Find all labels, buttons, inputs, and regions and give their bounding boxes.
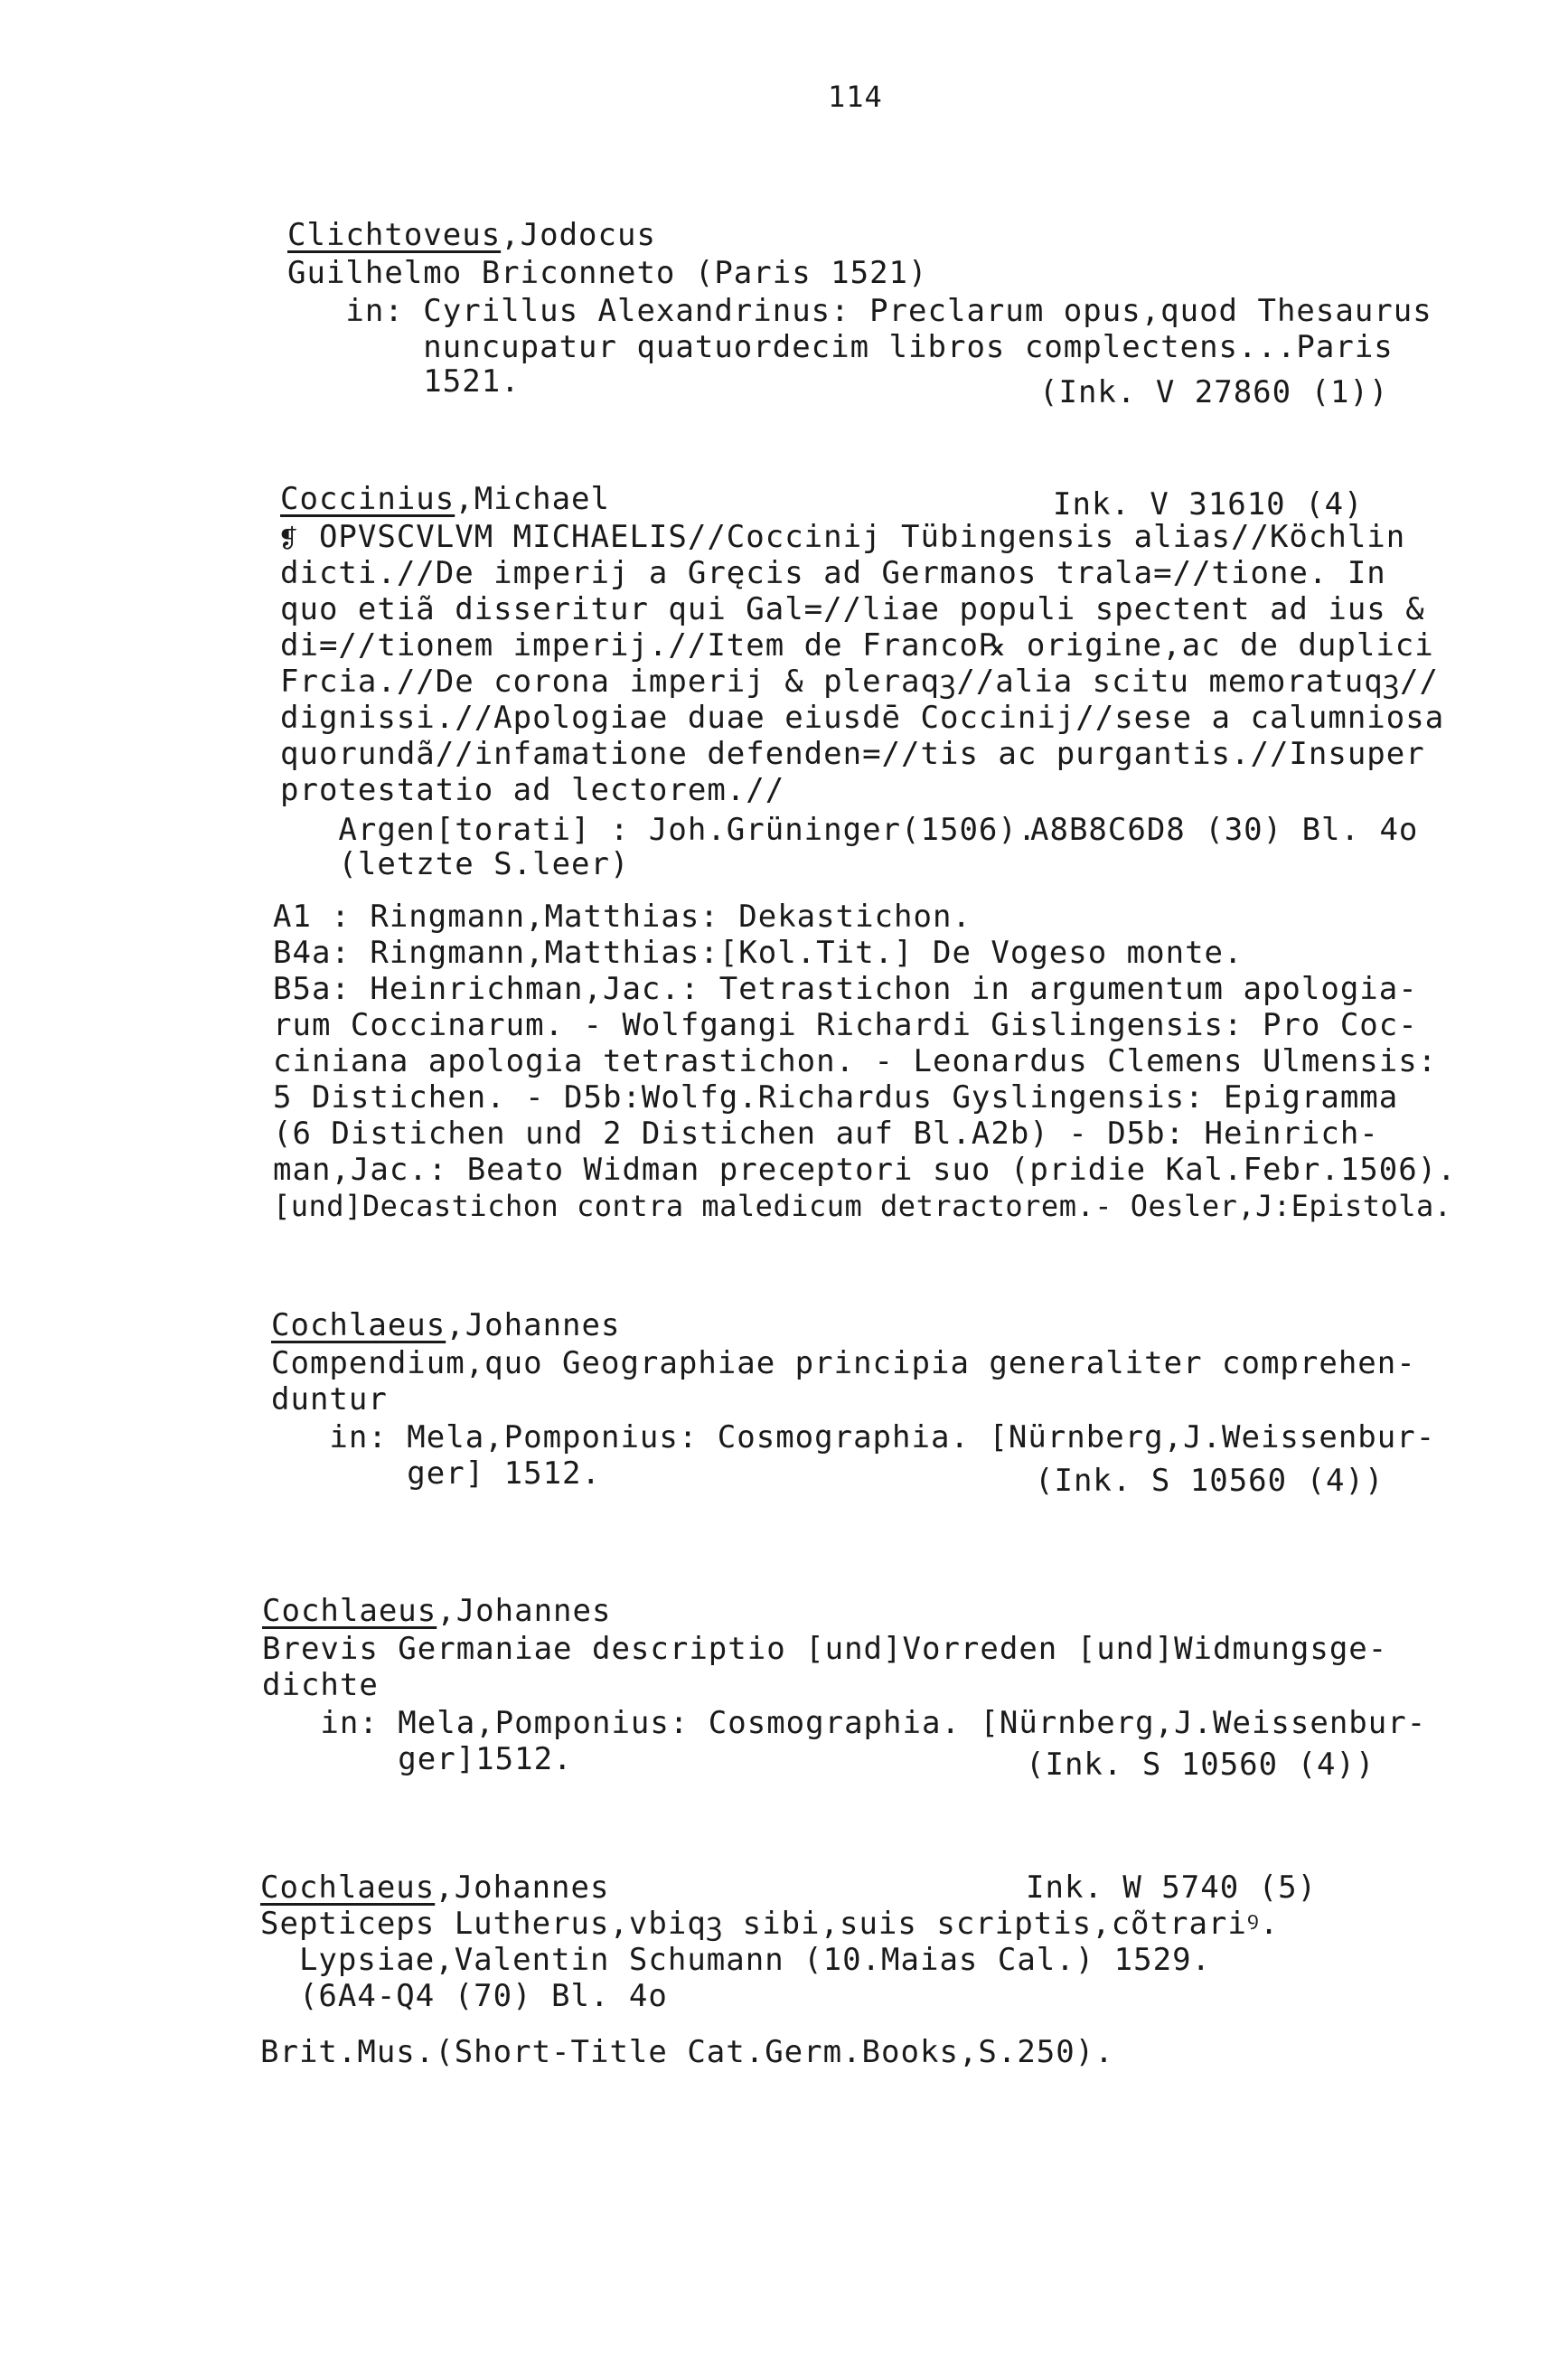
entry-line: dichte: [262, 1667, 379, 1703]
entry-line: (6 Distichen und 2 Distichen auf Bl.A2b) - D5b: Heinrich-: [273, 1116, 1379, 1152]
entry-line: 1521.: [287, 363, 521, 400]
collation: A8B8C6D8 (30) Bl. 4o: [1030, 812, 1419, 848]
entry-line: ❡ OPVSCVLVM MICHAELIS//Coccinij Tübingensis alias//Köchlin: [280, 519, 1406, 555]
shelfmark: (Ink. V 27860 (1)): [1039, 374, 1389, 410]
entry-line: Compendium,quo Geographiae principia generaliter comprehen-: [271, 1345, 1416, 1381]
shelfmark: (Ink. S 10560 (4)): [1035, 1463, 1385, 1499]
entry-line: in: Mela,Pomponius: Cosmographia. [Nürnberg,J.Weissenbur-: [262, 1705, 1427, 1741]
entry-heading: Cochlaeus,Johannes: [260, 1870, 610, 1906]
inknum: Ink. W 5740 (5): [1026, 1870, 1318, 1906]
entry-line: (6A4-Q4 (70) Bl. 4o: [260, 1978, 668, 2014]
entry-line: man,Jac.: Beato Widman preceptori suo (pridie Kal.Febr.1506).: [273, 1152, 1457, 1188]
entry-heading: Cochlaeus,Johannes: [262, 1593, 612, 1629]
entry-line: ger] 1512.: [271, 1455, 601, 1492]
entry-line: Frcia.//De corona imperij & pleraqꝫ//alia scitu memoratuqꝫ//: [280, 664, 1439, 700]
entry-line: quorundã//infamatione defenden=//tis ac purgantis.//Insuper: [280, 736, 1425, 772]
entry-line: di=//tionem imperij.//Item de Franco℞ origine,ac de duplici: [280, 627, 1434, 664]
entry-heading: Clichtoveus,Jodocus: [287, 217, 656, 253]
imprint: Argen[torati] : Joh.Grüninger(1506).: [280, 812, 1038, 848]
entry-line: dignissi.//Apologiae duae eiusdē Coccinij//sese a calumniosa: [280, 700, 1445, 736]
entry-line: in: Mela,Pomponius: Cosmographia. [Nürnberg,J.Weissenbur-: [271, 1419, 1436, 1455]
entry-line: Lypsiae,Valentin Schumann (10.Maias Cal.) 1529.: [260, 1942, 1212, 1978]
entry-line: duntur: [271, 1381, 388, 1417]
entry-heading: Cochlaeus,Johannes: [271, 1307, 621, 1343]
entry-line: (letzte S.leer): [280, 846, 630, 882]
entry-line: 5 Distichen. - D5b:Wolfg.Richardus Gyslingensis: Epigramma: [273, 1079, 1399, 1116]
entry-line: protestatio ad lectorem.//: [280, 772, 785, 808]
entry-line: A1 : Ringmann,Matthias: Dekastichon.: [273, 899, 972, 935]
reference-line: Brit.Mus.(Short-Title Cat.Germ.Books,S.250).: [260, 2034, 1114, 2070]
inknum: Ink. V 31610 (4): [1053, 486, 1364, 523]
entry-heading: Coccinius,Michael: [280, 481, 610, 517]
entry-line: Brevis Germaniae descriptio [und]Vorreden [und]Widmungsge-: [262, 1631, 1388, 1667]
entry-line: B4a: Ringmann,Matthias:[Kol.Tit.] De Vogeso monte.: [273, 935, 1244, 971]
entry-line: quo etiã disseritur qui Gal=//liae populi spectent ad ius &: [280, 591, 1425, 627]
shelfmark: (Ink. S 10560 (4)): [1026, 1747, 1376, 1783]
page-number: 114: [828, 80, 883, 114]
entry-line: rum Coccinarum. - Wolfgangi Richardi Gislingensis: Pro Coc-: [273, 1007, 1418, 1043]
entry-line: ciniana apologia tetrastichon. - Leonardus Clemens Ulmensis:: [273, 1043, 1438, 1079]
entry-line: in: Cyrillus Alexandrinus: Preclarum opus,quod Thesaurus: [287, 293, 1432, 329]
entry-line: [und]Decastichon contra maledicum detractorem.- Oesler,J:Epistola.: [273, 1189, 1452, 1223]
entry-line: B5a: Heinrichman,Jac.: Tetrastichon in argumentum apologia-: [273, 971, 1418, 1007]
entry-line: ger]1512.: [262, 1741, 573, 1777]
entry-line: Guilhelmo Briconneto (Paris 1521): [287, 255, 928, 291]
entry-line: dicti.//De imperij a Gręcis ad Germanos trala=//tione. In: [280, 555, 1386, 591]
entry-line: Septiceps Lutherus,vbiqꝫ sibi,suis scriptis,cõtrariꝰ.: [260, 1906, 1280, 1942]
entry-line: nuncupatur quatuordecim libros complectens...Paris: [287, 329, 1394, 365]
